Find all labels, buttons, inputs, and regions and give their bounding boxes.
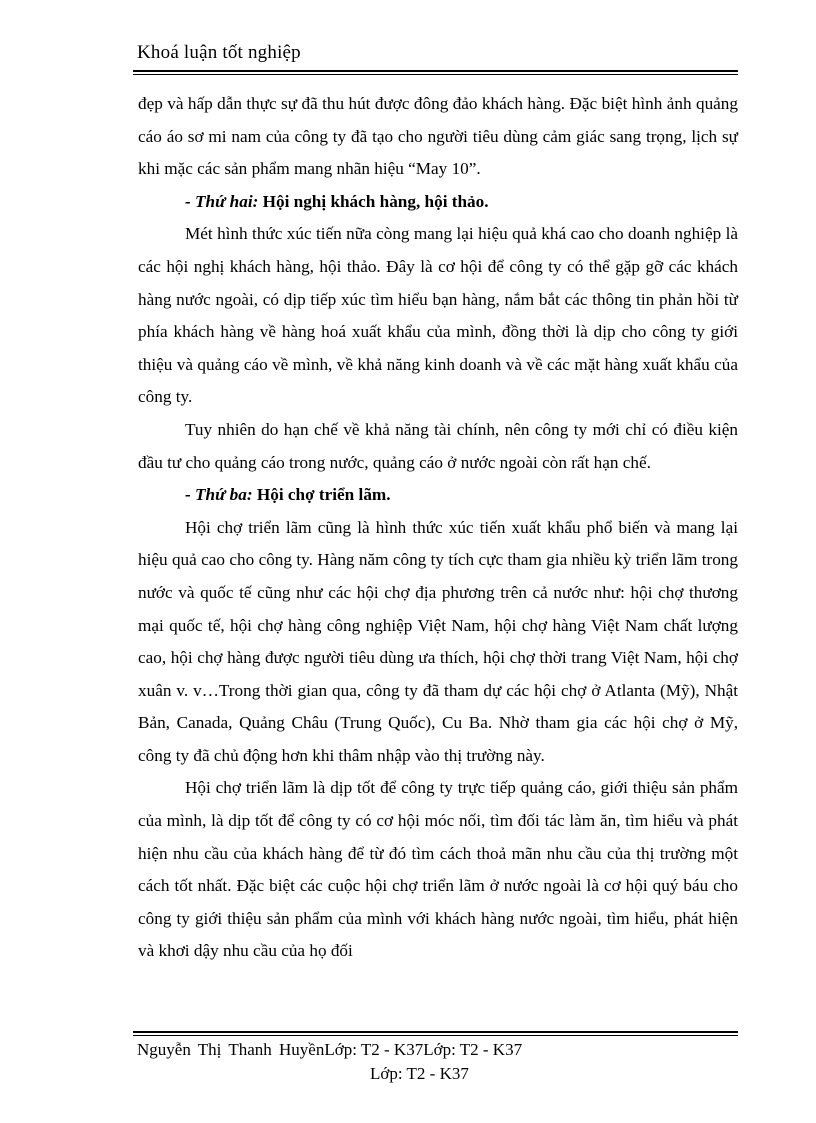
header-title: Khoá luận tốt nghiệp <box>137 42 301 63</box>
footer-rule <box>133 1031 738 1036</box>
subheading-text: Hội nghị khách hàng, hội thảo. <box>258 191 489 211</box>
subheading-text: Hội chợ triển lãm. <box>252 485 391 505</box>
footer <box>137 1038 737 1086</box>
paragraph: đẹp và hấp dẫn thực sự đã thu hút được đông đảo khách hàng. Đặc biệt hình ảnh quảng cáo áo sơ mi nam của công ty đã tạo cho người tiêu dùng cảm giác sang trọng, lịch sự khi mặc các sản phẩm mang nhãn hiệu “May 10”. <box>138 94 738 179</box>
footer-class-line: Lớp: T2 - K37 <box>370 1064 469 1083</box>
paragraph: Hội chợ triển lãm cũng là hình thức xúc tiến xuất khẩu phổ biến và mang lại hiệu quả cao cho công ty. Hàng năm công ty tích cực tham gia nhiều kỳ triển lãm trong nước và quốc tế cũng như các hội chợ địa phương trên cả nước như: hội chợ thương mại quốc tế, hội chợ hàng công nghiệp Việt Nam, hội chợ hàng Việt Nam chất lượng cao, hội chợ hàng được người tiêu dùng ưa thích, hội chợ thời trang Việt Nam, hội chợ xuân v. v…Trong thời gian qua, công ty đã tham dự các hội chợ ở Atlanta (Mỹ), Nhật Bản, Canada, Quảng Châu (Trung Quốc), Cu Ba. Nhờ tham gia các hội chợ ở Mỹ, công ty đã chủ động hơn khi thâm nhập vào thị trường này. <box>138 517 738 765</box>
footer-author: Nguyễn Thị Thanh Huyền <box>137 1040 325 1059</box>
paragraph: Hội chợ triển lãm là dịp tốt để công ty trực tiếp quảng cáo, giới thiệu sản phẩm của mình, là dịp tốt để công ty có cơ hội móc nối, tìm đối tác làm ăn, tìm hiểu và phát hiện nhu cầu của khách hàng để từ đó tìm cách thoả mãn nhu cầu của thị trường một cách tốt nhất. Đặc biệt các cuộc hội chợ triển lãm ở nước ngoài là cơ hội quý báu cho công ty giới thiệu sản phẩm của mình với khách hàng nước ngoài, tìm hiểu, phát hiện và khơi dậy nhu cầu của họ đối <box>138 778 738 961</box>
footer-class: Lớp: T2 - K37 <box>423 1040 523 1059</box>
paragraph: Mét hình thức xúc tiến nữa còng mang lại hiệu quả khá cao cho doanh nghiệp là các hội nghị khách hàng, hội thảo. Đây là cơ hội để công ty có thể gặp gỡ các khách hàng nước ngoài, có dịp tiếp xúc tìm hiểu bạn hàng, nắm bắt các thông tin phản hồi từ phía khách hàng về hàng hoá xuất khẩu của mình, đồng thời là dịp cho công ty giới thiệu và quảng cáo về mình, về khả năng kinh doanh và về các mặt hàng xuất khẩu của công ty. <box>138 224 738 407</box>
subheading-lead: - Thứ ba: <box>185 485 253 505</box>
subheading-lead: - Thứ hai: <box>185 191 259 211</box>
header-rule <box>133 70 738 75</box>
subheading-thu-hai <box>138 186 738 219</box>
footer-class: Lớp: T2 - K37 <box>324 1040 424 1059</box>
subheading-thu-ba <box>138 479 738 512</box>
body-text <box>138 88 738 968</box>
paragraph: Tuy nhiên do hạn chế về khả năng tài chính, nên công ty mới chỉ có điều kiện đầu tư cho quảng cáo trong nước, quảng cáo ở nước ngoài còn rất hạn chế. <box>138 419 738 472</box>
footer-line <box>137 1038 737 1062</box>
